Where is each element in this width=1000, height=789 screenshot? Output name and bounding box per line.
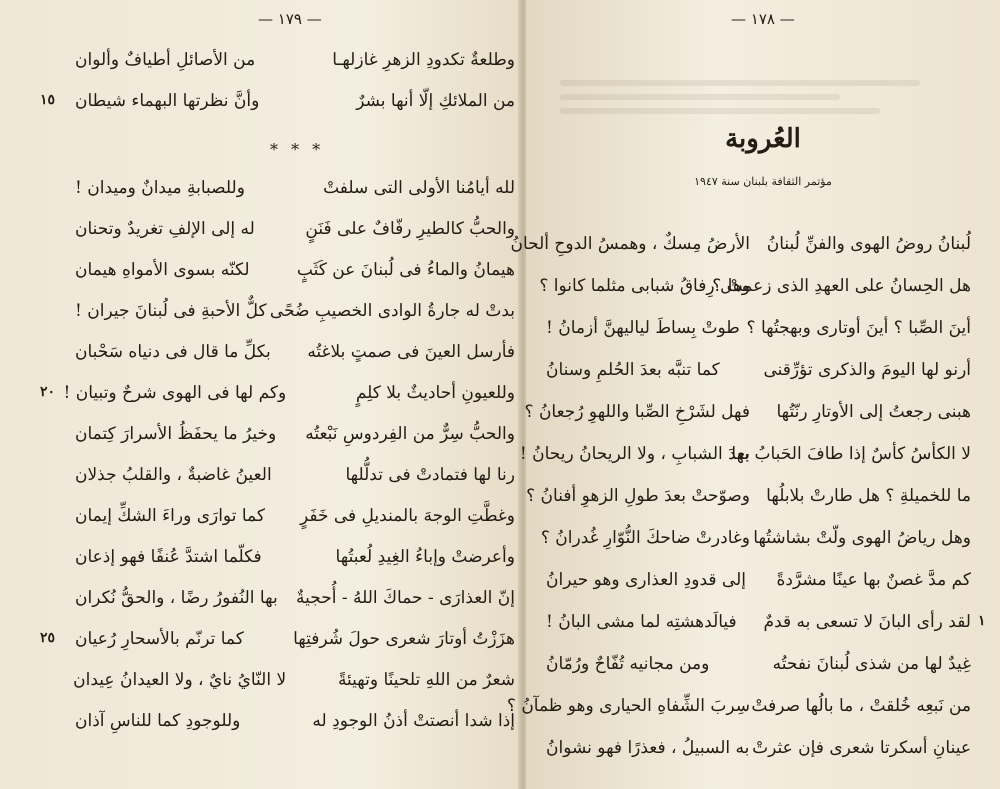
verse-second-hemistich: كما توارَى وراءَ الشكِّ إيمان xyxy=(75,506,265,526)
verse-second-hemistich: سِربَ الشِّفاهِ الحيارى وهو ظمآنُ ؟ xyxy=(506,696,750,716)
verse-second-hemistich: ومن مجانيه تُفّاحٌ ورُمّانُ xyxy=(546,654,710,674)
verse-first-hemistich: والحبُّ كالطيرِ رفّافٌ على فَنَنٍ xyxy=(305,219,515,239)
verse-line xyxy=(75,701,515,741)
verse-second-hemistich: بها النُفورُ رضًا ، والحقُّ نُكران xyxy=(75,588,278,608)
verse-second-hemistich: طوتْ بِساطَ لياليهنَّ أزمانُ ! xyxy=(546,318,740,338)
verse-first-hemistich: عينانِ أسكرتا شعرى فإن عثرتْ xyxy=(752,738,971,758)
page-number: — ١٧٩ — xyxy=(258,10,322,28)
line-number: ١٥ xyxy=(40,92,56,108)
verse-second-hemistich: لكنّه بسوى الأمواهِ هيمان xyxy=(75,260,250,280)
verse-second-hemistich: كلٌّ الأحبةِ فى لُبنانَ جيران ! xyxy=(75,301,267,321)
verse-line xyxy=(75,332,515,372)
verse-first-hemistich: وطلعةٌ تكدودِ الزهرِ غازلهـا xyxy=(332,50,515,70)
line-number: ١ xyxy=(978,613,986,629)
verse-first-hemistich: وهل رياضُ الهوى ولّتْ بشاشتُها xyxy=(753,528,971,548)
verse-second-hemistich: كما ترنّم بالأسحارِ رُعيان xyxy=(75,629,244,649)
verse-line xyxy=(75,619,515,659)
verse-first-hemistich: والحبُّ سِرٌّ من الفِردوسِ نَبْعتُه xyxy=(305,424,515,444)
verse-second-hemistich: وهل رِفاقُ شبابى مثلما كانوا ؟ xyxy=(539,276,750,296)
verse-line xyxy=(546,560,971,600)
verse-line xyxy=(75,168,515,208)
verse-second-hemistich: وأنَّ نظرتها البهماء شيطان xyxy=(75,91,260,111)
verse-line xyxy=(75,209,515,249)
verse-first-hemistich: بدتْ له جارةُ الوادى الخصيبِ ضُحًى xyxy=(269,301,515,321)
verse-second-hemistich: لا النّايُ نايٌ ، ولا العيدانُ عِيدان xyxy=(73,670,287,690)
verse-line xyxy=(526,476,971,516)
verse-second-hemistich: به السبيلُ ، فعذرًا فهو نشوانُ xyxy=(546,738,750,758)
verse-line xyxy=(75,250,515,290)
verse-line xyxy=(546,644,971,684)
verse-first-hemistich: إذا شدا أنصتتْ أذنُ الوجودِ له xyxy=(312,711,515,731)
verse-first-hemistich: فأرسل العينَ فى صمتٍ بلاغتُه xyxy=(307,342,515,362)
verse-second-hemistich: من الأصائلِ أطيافٌ وألوان xyxy=(75,50,256,70)
verse-line xyxy=(546,308,971,348)
verse-first-hemistich: شعرٌ من اللهِ تلحينًا وتهيئةً xyxy=(337,670,515,690)
verse-second-hemistich: الأرضُ مِسكٌ ، وهمسُ الدوحِ ألحانُ xyxy=(510,234,750,254)
verse-line xyxy=(506,686,971,726)
verse-first-hemistich: لا الكأسُ كأسٌ إذا طافَ الحَبابُ بها xyxy=(731,444,971,464)
verse-second-hemistich: العينُ غاضبةٌ ، والقلبُ جذلان xyxy=(75,465,272,485)
verse-first-hemistich: هزَزْتُ أوتارَ شعرى حولَ شُرفتِها xyxy=(293,629,515,649)
verse-line xyxy=(510,224,971,264)
line-number: ٢٥ xyxy=(40,630,56,646)
verse-second-hemistich: إلى قدودِ العذارى وهو حيرانُ xyxy=(546,570,746,590)
verse-first-hemistich: وأعرضتْ وإباءُ الغِيدِ لُعبتُها xyxy=(335,547,515,567)
verse-first-hemistich: من الملائكِ إلّا أنها بشرٌ xyxy=(356,91,515,111)
verse-first-hemistich: ما للخميلةِ ؟ هل طارتْ بلابلُها xyxy=(766,486,971,506)
verse-line xyxy=(546,350,971,390)
verse-line xyxy=(519,434,971,474)
verse-second-hemistich: فكلّما اشتدَّ عُنفًا فهو إذعان xyxy=(75,547,262,567)
poem-title: العُروبة xyxy=(725,124,801,154)
verse-first-hemistich: لله أيامُنا الأولى التى سلفتْ xyxy=(323,178,515,198)
verse-first-hemistich: غِيدٌ لها من شذى لُبنانَ نفحتُه xyxy=(772,654,971,674)
verse-first-hemistich: وغطَّتِ الوجهَ بالمنديلِ فى خَفَرٍ xyxy=(299,506,515,526)
verse-line xyxy=(75,414,515,454)
verse-second-hemistich: وغادرتْ ضاحكَ النُّوّارِ غُدرانُ ؟ xyxy=(540,528,750,548)
verse-line xyxy=(524,392,971,432)
verse-second-hemistich: له إلى الإلفِ تغريدٌ وتحنان xyxy=(75,219,255,239)
verse-first-hemistich: أرنو لها اليومَ والذكرى تؤرِّقنى xyxy=(763,360,971,380)
verse-line xyxy=(75,455,515,495)
verse-line xyxy=(546,728,971,768)
verse-first-hemistich: هيمانُ والماءُ فى لُبنانَ عن كَثَبٍ xyxy=(296,260,515,280)
verse-line xyxy=(75,40,515,80)
verse-second-hemistich: وصوّحتْ بعدَ طولِ الزهوِ أفنانُ ؟ xyxy=(526,486,750,506)
verse-first-hemistich: وللعيونِ أحاديثٌ بلا كلِمٍ xyxy=(355,383,515,403)
verse-first-hemistich: هبنى رجعتُ إلى الأوتارِ رنّتُها xyxy=(776,402,971,422)
verse-line xyxy=(75,81,515,121)
verse-second-hemistich: فيالَدهشتِه لما مشى البانُ ! xyxy=(546,612,737,632)
verse-line xyxy=(75,291,515,331)
verse-first-hemistich: أينَ الصِّبا ؟ أينَ أوتارى وبهجتُها ؟ xyxy=(746,318,971,338)
verse-first-hemistich: رنا لها فتمادتْ فى تدلُّلها xyxy=(345,465,515,485)
verse-second-hemistich: بعدَ الشبابِ ، ولا الريحانُ ريحانُ ! xyxy=(519,444,750,464)
verse-line xyxy=(546,602,971,642)
verse-first-hemistich: لقد رأى البانَ لا تسعى به قدمٌ xyxy=(763,612,971,632)
verse-line xyxy=(540,518,971,558)
verse-first-hemistich: إنّ العذارَى - حماكَ اللهُ - أُحجيةٌ xyxy=(295,588,515,608)
section-separator: * * * xyxy=(270,140,325,159)
verse-line xyxy=(63,373,515,413)
verse-second-hemistich: وكم لها فى الهوى شرحٌ وتبيان ! xyxy=(63,383,287,403)
verse-line xyxy=(75,537,515,577)
show-through-text xyxy=(560,72,960,122)
page-number: — ١٧٨ — xyxy=(731,10,795,28)
verse-line xyxy=(75,496,515,536)
verse-line xyxy=(75,660,515,700)
verse-second-hemistich: بكلِّ ما قال فى دنياه سَحْبان xyxy=(75,342,271,362)
verse-first-hemistich: هل الحِسانُ على العهدِ الذى زعمتْ ؟ xyxy=(712,276,971,296)
verse-first-hemistich: من نَبعِه خُلقتْ ، ما بالُها صرفتْ xyxy=(751,696,971,716)
verse-first-hemistich: لُبنانُ روضُ الهوى والفنِّ لُبنانُ xyxy=(766,234,971,254)
verse-line xyxy=(539,266,971,306)
verse-second-hemistich: وللوجودِ كما للناسِ آذان xyxy=(75,711,241,731)
verse-second-hemistich: فهل لشَرْخِ الصِّبا واللهوِ رُجعانُ ؟ xyxy=(524,402,750,422)
verse-second-hemistich: وللصبابةِ ميدانٌ وميدان ! xyxy=(75,178,245,198)
line-number: ٢٠ xyxy=(40,384,56,400)
verse-first-hemistich: كم مدَّ غصنٌ بها عينًا مشرَّدةً xyxy=(776,570,971,590)
poem-subtitle: مؤتمر الثقافة بلبنان سنة ١٩٤٧ xyxy=(694,175,832,188)
verse-line xyxy=(75,578,515,618)
verse-second-hemistich: وخيرُ ما يحفَظُ الأسرارَ كِتمان xyxy=(75,424,277,444)
verse-second-hemistich: كما تنبَّه بعدَ الحُلمِ وسنانُ xyxy=(546,360,720,380)
